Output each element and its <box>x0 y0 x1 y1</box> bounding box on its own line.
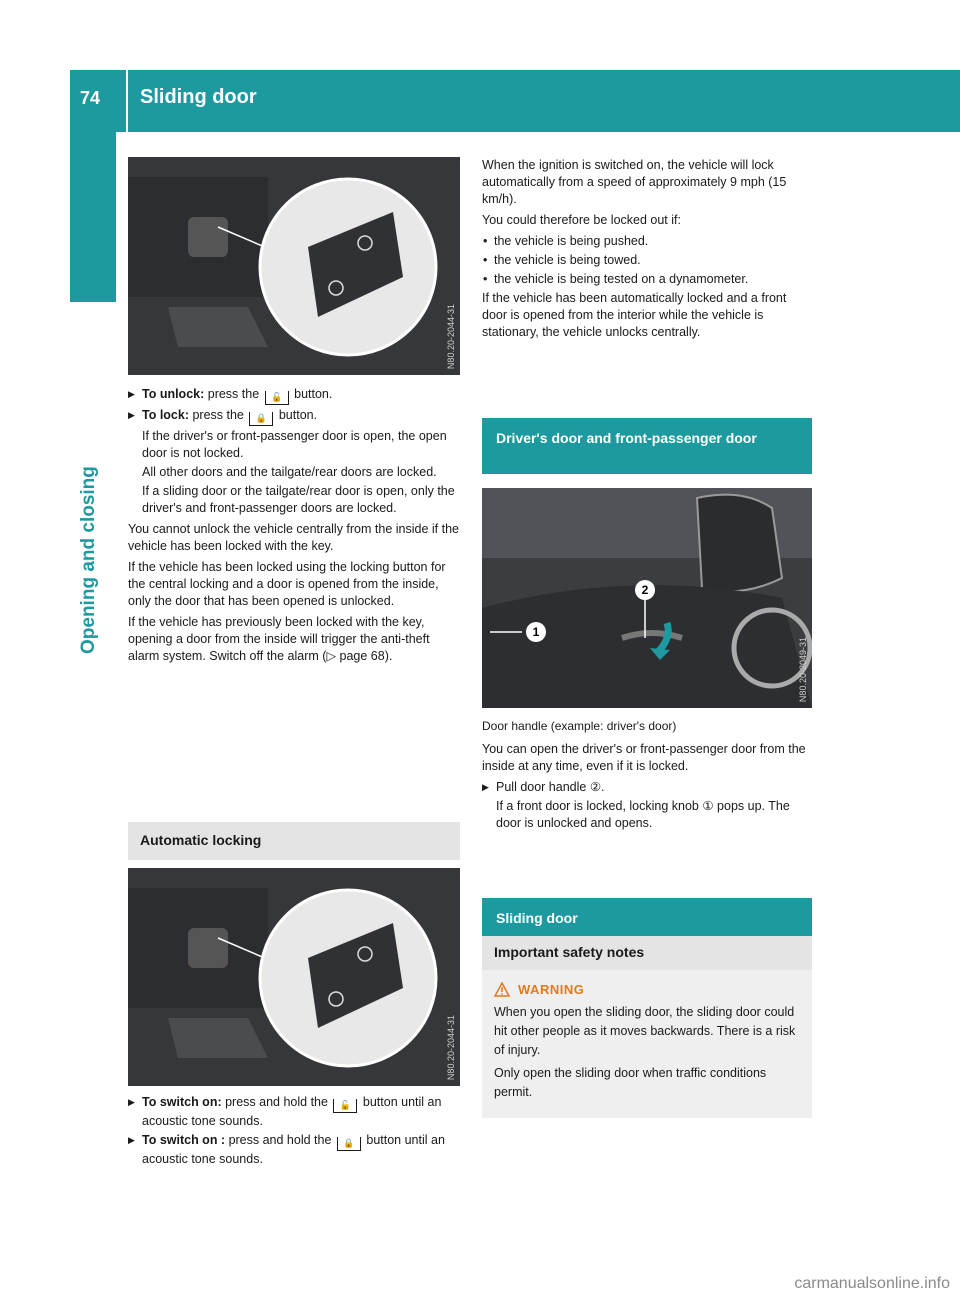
safety-notes-heading: Important safety notes <box>482 936 812 970</box>
chapter-tab <box>70 132 116 302</box>
switch-off-step <box>128 1132 460 1168</box>
page-title: Sliding door <box>140 86 257 108</box>
page-number: 74 <box>80 88 101 108</box>
paragraph: When the ignition is switched on, the vehicle will lock automatically from a speed of approximately 9 mph (15 km/h). <box>482 158 787 206</box>
header-divider <box>126 70 128 132</box>
watermark: carmanualsonline.info <box>794 1275 950 1292</box>
step-text: press and hold the <box>225 1133 335 1147</box>
paragraph: If the vehicle has previously been locked with the key, opening a door from the inside will trigger the anti-theft alarm system. Switch off the alarm (▷ page 68). <box>128 615 430 663</box>
door-panel-illustration <box>128 868 460 1086</box>
warning-box <box>482 970 812 1118</box>
door-handle-figure <box>482 488 812 708</box>
figure-caption: Door handle (example: driver's door) <box>482 719 677 733</box>
door-switch-figure-2 <box>128 868 460 1086</box>
step-label: To unlock: <box>142 387 205 401</box>
step-text: button until an acoustic tone sounds. <box>142 1133 445 1166</box>
drivers-door-heading: Driver's door and front-passenger door <box>482 418 812 474</box>
figure-code: N80.20-2044-31 <box>446 1014 456 1080</box>
warning-header <box>494 980 800 999</box>
pull-handle-step: ▶ Pull door handle ②. <box>482 779 814 796</box>
drivers-door-text <box>482 718 814 834</box>
lock-icon: 🔒 <box>249 412 273 426</box>
unlock-step <box>128 386 460 405</box>
warning-advice: Only open the sliding door when traffic conditions permit. <box>494 1066 767 1099</box>
pull-note: If a front door is locked, locking knob ① pops up. The door is unlocked and opens. <box>496 799 790 830</box>
step-text: press and hold the <box>221 1095 332 1109</box>
lock-step <box>128 407 460 426</box>
step-text: button. <box>290 387 333 401</box>
chapter-label: Opening and closing <box>78 466 99 654</box>
list-item: • the vehicle is being towed. <box>482 252 814 269</box>
paragraph: If the vehicle has been automatically locked and a front door is opened from the interior while the vehicle is stationary, the vehicle unlocks centrally. <box>482 291 787 339</box>
unlock-icon: 🔓 <box>333 1099 357 1113</box>
list-item: • the vehicle is being tested on a dynamometer. <box>482 271 814 288</box>
paragraph: You can open the driver's or front-passenger door from the inside at any time, even if it is locked. <box>482 742 806 773</box>
figure-code: N80.20-2044-31 <box>446 303 456 369</box>
step-label: To switch on : <box>142 1133 226 1147</box>
lock-note: If the driver's or front-passenger door is open, the open door is not locked. <box>142 429 447 460</box>
door-panel-illustration <box>128 157 460 375</box>
switch-on-step <box>128 1094 460 1130</box>
lock-note: All other doors and the tailgate/rear doors are locked. <box>142 465 437 479</box>
paragraph: If the vehicle has been locked using the locking button for the central locking and a door is opened from the inside, only the door that has been opened is unlocked. <box>128 560 446 608</box>
figure-code: N80.20-2049-31 <box>798 636 808 702</box>
paragraph: You could therefore be locked out if: <box>482 213 681 227</box>
right-column <box>482 157 814 343</box>
left-column <box>128 386 460 667</box>
list-item: • the vehicle is being pushed. <box>482 233 814 250</box>
automatic-locking-heading: Automatic locking <box>128 822 460 860</box>
warning-title: WARNING <box>518 982 585 997</box>
lock-note: If a sliding door or the tailgate/rear door is open, only the driver's and front-passenger doors are locked. <box>142 484 455 515</box>
door-switch-figure-1 <box>128 157 460 375</box>
callout-2: 2 <box>635 580 655 600</box>
lock-icon: 🔒 <box>337 1137 361 1151</box>
callout-1: 1 <box>526 622 546 642</box>
step-text: press the <box>189 408 248 422</box>
unlock-icon: 🔓 <box>265 391 289 405</box>
step-text: press the <box>204 387 263 401</box>
auto-lock-steps <box>128 1094 460 1170</box>
paragraph: You cannot unlock the vehicle centrally from the inside if the vehicle has been locked with the key. <box>128 522 459 553</box>
step-label: To switch on: <box>142 1095 222 1109</box>
warning-triangle-icon <box>494 982 510 997</box>
step-text: button. <box>275 408 318 422</box>
warning-text: When you open the sliding door, the sliding door could hit other people as it moves backwards. There is a risk of injury. <box>494 1005 796 1057</box>
step-text: button until an acoustic tone sounds. <box>142 1095 442 1128</box>
sliding-door-heading: Sliding door <box>482 898 812 936</box>
step-label: To lock: <box>142 408 189 422</box>
